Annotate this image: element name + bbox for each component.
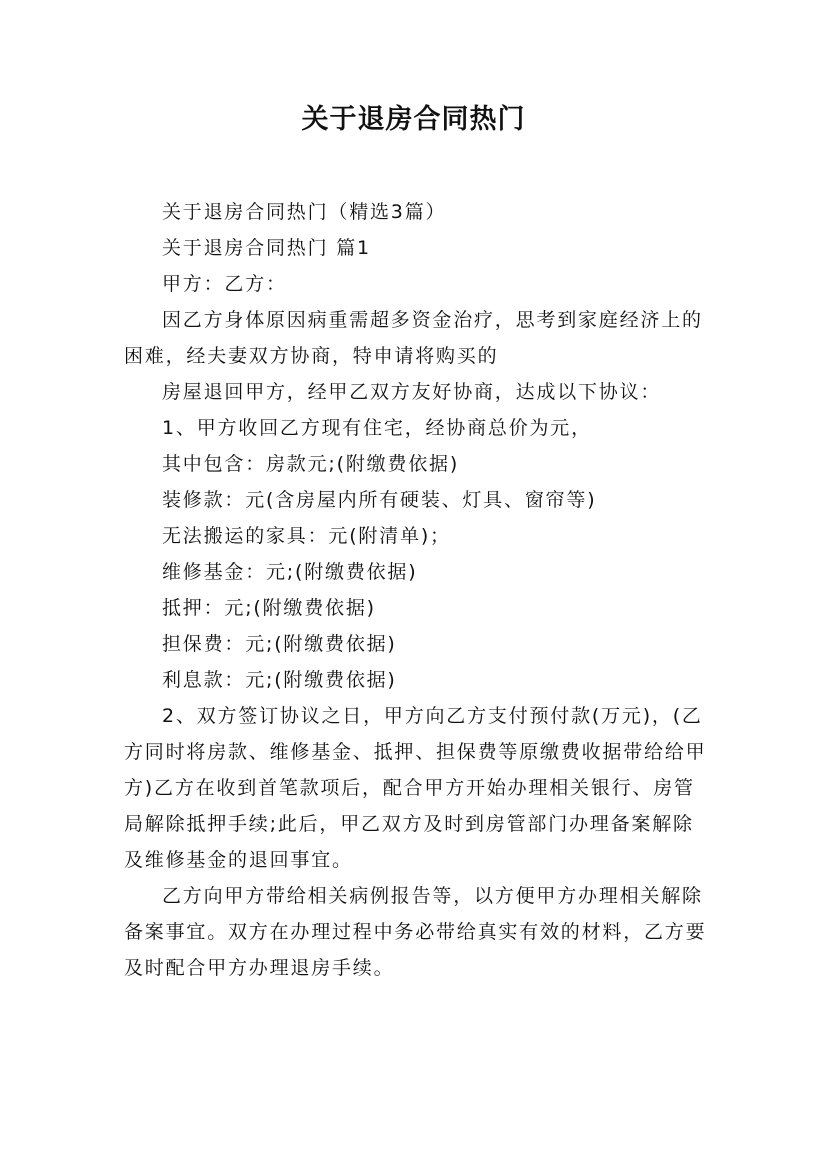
paragraph-section-heading: 关于退房合同热门 篇1	[162, 237, 371, 259]
paragraph-decoration: 装修款：元(含房屋内所有硬装、灯具、窗帘等)	[162, 489, 597, 511]
paragraph-interest: 利息款：元;(附缴费依据)	[162, 669, 397, 691]
document-title: 关于退房合同热门	[301, 104, 526, 135]
paragraph-intro: 关于退房合同热门（精选3篇）	[162, 201, 447, 223]
paragraph-clause-1: 1、甲方收回乙方现有住宅，经协商总价为元，	[162, 417, 592, 439]
paragraph-agreement: 房屋退回甲方，经甲乙双方友好协商，达成以下协议：	[162, 381, 662, 403]
paragraph-medical-report: 乙方向甲方带给相关病例报告等，以方便甲方办理相关解除备案事宜。双方在办理过程中务必带给真实有效的材料，乙方要及时配合甲方办理退房手续。	[124, 885, 707, 979]
paragraph-clause-2: 2、双方签订协议之日，甲方向乙方支付预付款(万元)，(乙方同时将房款、维修基金、抵押、担保费等原缴费收据带给给甲方)乙方在收到首笔款项后，配合甲方开始办理相关银行、房管局解除抵押手续;此后，甲乙双方及时到房管部门办理备案解除及维修基金的退回事宜。	[124, 705, 707, 871]
paragraph-guarantee-fee: 担保费：元;(附缴费依据)	[162, 633, 397, 655]
paragraph-parties: 甲方：乙方：	[162, 273, 287, 295]
paragraph-furniture: 无法搬运的家具：元(附清单)；	[162, 525, 451, 547]
paragraph-reason: 因乙方身体原因病重需超多资金治疗，思考到家庭经济上的困难，经夫妻双方协商，特申请将购买的	[124, 309, 703, 367]
paragraph-house-payment: 其中包含：房款元;(附缴费依据)	[162, 453, 460, 475]
paragraph-mortgage: 抵押：元;(附缴费依据)	[162, 597, 376, 619]
document-body	[124, 194, 708, 986]
paragraph-maintenance-fund: 维修基金：元;(附缴费依据)	[162, 561, 418, 583]
